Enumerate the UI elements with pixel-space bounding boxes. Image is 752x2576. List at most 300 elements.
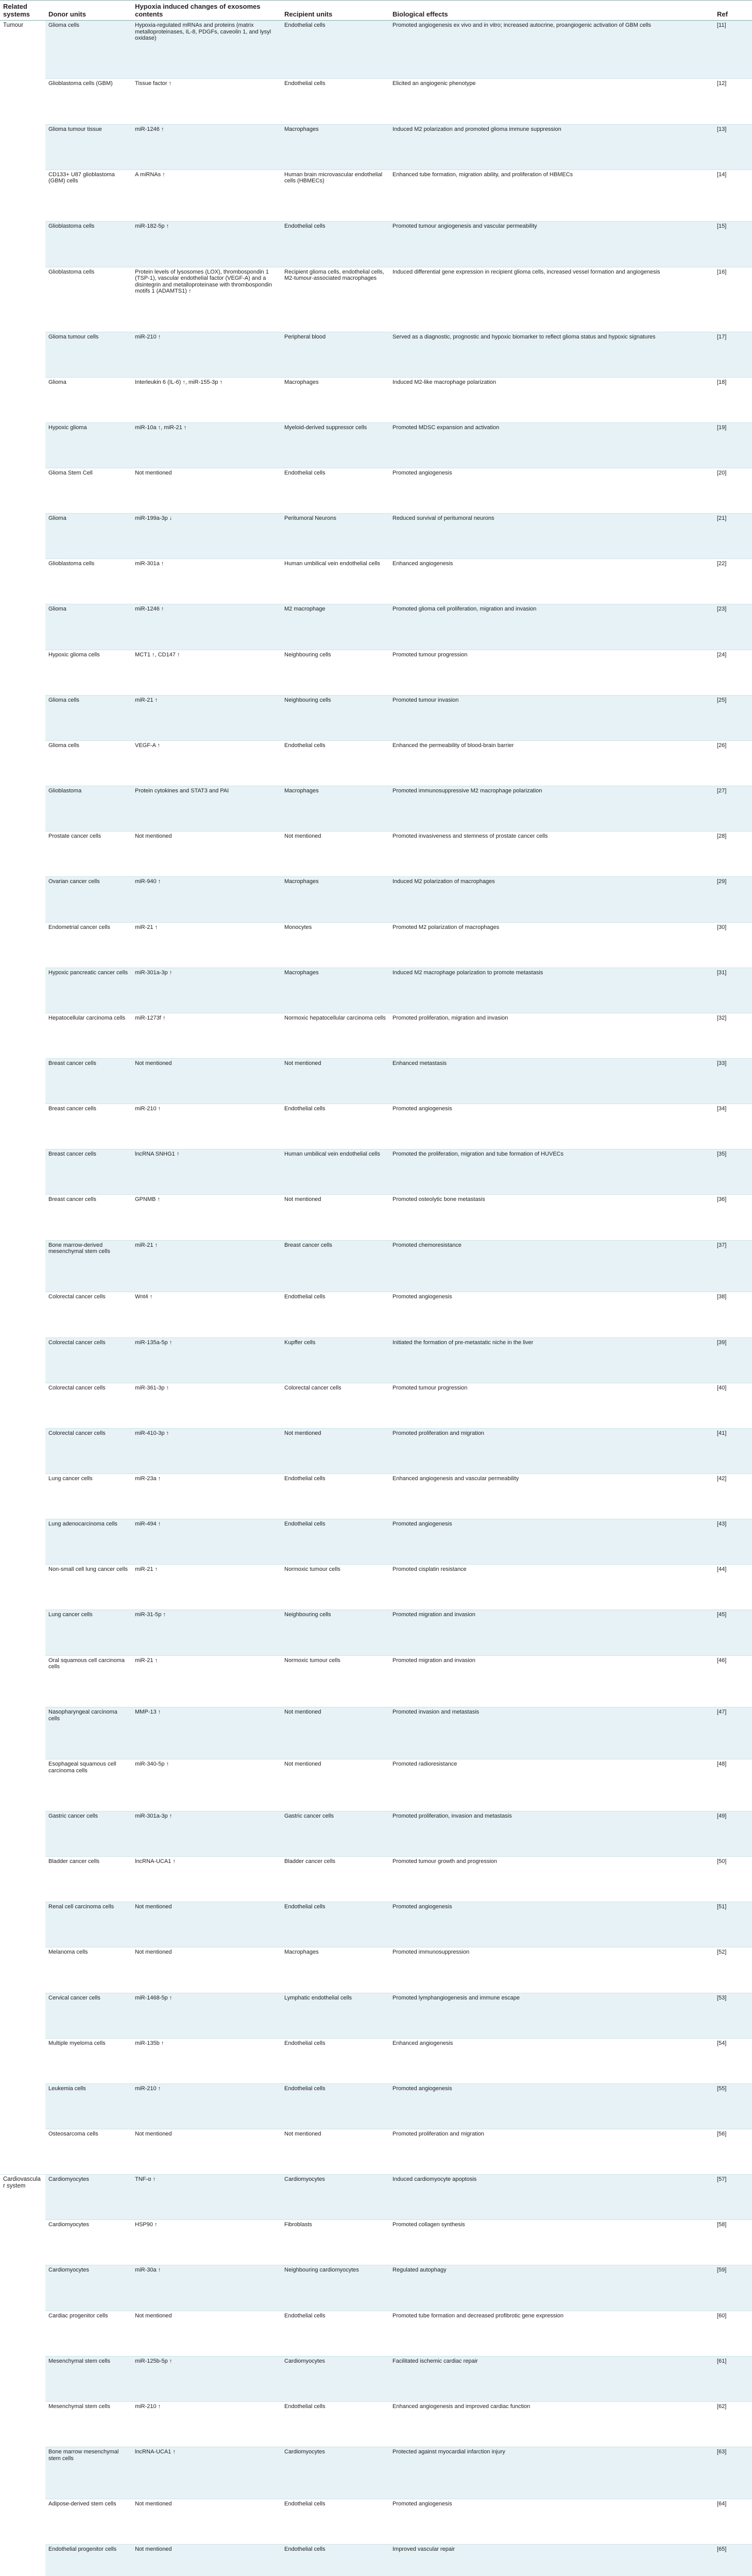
recipient-cell: M2 macrophage [281, 604, 389, 650]
recipient-cell: Not mentioned [281, 2129, 389, 2174]
donor-cell: Glioblastoma cells [45, 559, 132, 604]
changes-cell: Not mentioned [132, 468, 281, 513]
donor-cell: Breast cancer cells [45, 1059, 132, 1104]
effects-cell: Promoted MDSC expansion and activation [389, 422, 714, 468]
changes-cell: miR-940 ↑ [132, 877, 281, 922]
changes-cell: miR-21 ↑ [132, 1565, 281, 1610]
table-row [0, 2544, 752, 2576]
effects-cell: Promoted proliferation and migration [389, 1428, 714, 1473]
effects-cell: Promoted radioresistance [389, 1759, 714, 1811]
donor-cell: Renal cell carcinoma cells [45, 1902, 132, 1947]
changes-cell: Not mentioned [132, 2311, 281, 2356]
recipient-cell: Endothelial cells [281, 2401, 389, 2447]
recipient-cell: Endothelial cells [281, 2083, 389, 2129]
ref-cell: [25] [714, 695, 752, 740]
related-system-cell: Tumour [0, 21, 45, 2175]
recipient-cell: Endothelial cells [281, 2038, 389, 2083]
ref-cell: [16] [714, 267, 752, 332]
effects-cell: Promoted cisplatin resistance [389, 1565, 714, 1610]
changes-cell: Not mentioned [132, 1059, 281, 1104]
table-row [0, 222, 752, 267]
donor-cell: Cardiomyocytes [45, 2220, 132, 2265]
table-row [0, 2356, 752, 2401]
effects-cell: Enhanced angiogenesis [389, 2038, 714, 2083]
changes-cell: HSP90 ↑ [132, 2220, 281, 2265]
table-row [0, 1104, 752, 1149]
changes-cell: miR-31-5p ↑ [132, 1610, 281, 1655]
ref-cell: [61] [714, 2356, 752, 2401]
changes-cell: lncRNA-UCA1 ↑ [132, 2447, 281, 2499]
changes-cell: lncRNA-UCA1 ↑ [132, 1857, 281, 1902]
ref-cell: [34] [714, 1104, 752, 1149]
ref-cell: [23] [714, 604, 752, 650]
ref-cell: [32] [714, 1013, 752, 1058]
changes-cell: miR-125b-5p ↑ [132, 2356, 281, 2401]
table-row [0, 1655, 752, 1707]
donor-cell: Bone marrow-derived mesenchymal stem cells [45, 1240, 132, 1292]
table-row [0, 1519, 752, 1565]
changes-cell: Tissue factor ↑ [132, 79, 281, 124]
ref-cell: [30] [714, 922, 752, 968]
table-body [0, 21, 752, 2576]
donor-cell: Multiple myeloma cells [45, 2038, 132, 2083]
recipient-cell: Endothelial cells [281, 1902, 389, 1947]
table-row [0, 559, 752, 604]
donor-cell: Breast cancer cells [45, 1149, 132, 1195]
recipient-cell: Not mentioned [281, 1059, 389, 1104]
recipient-cell: Normoxic hepatocellular carcinoma cells [281, 1013, 389, 1058]
recipient-cell: Bladder cancer cells [281, 1857, 389, 1902]
changes-cell: miR-301a ↑ [132, 559, 281, 604]
effects-cell: Promoted tumour progression [389, 650, 714, 695]
ref-cell: [57] [714, 2175, 752, 2220]
effects-cell: Promoted angiogenesis [389, 1292, 714, 1337]
effects-cell: Promoted tumour growth and progression [389, 1857, 714, 1902]
donor-cell: Leukemia cells [45, 2083, 132, 2129]
table-row [0, 832, 752, 877]
header-ref: Ref [714, 1, 752, 21]
recipient-cell: Not mentioned [281, 1428, 389, 1473]
ref-cell: [54] [714, 2038, 752, 2083]
donor-cell: Endothelial progenitor cells [45, 2544, 132, 2576]
donor-cell: Hypoxic glioma [45, 422, 132, 468]
effects-cell: Reduced survival of peritumoral neurons [389, 514, 714, 559]
donor-cell: Nasopharyngeal carcinoma cells [45, 1707, 132, 1759]
header-donor-units: Donor units [45, 1, 132, 21]
donor-cell: Mesenchymal stem cells [45, 2401, 132, 2447]
recipient-cell: Human brain microvascular endothelial cells (HBMECs) [281, 170, 389, 222]
recipient-cell: Neighbouring cells [281, 1610, 389, 1655]
donor-cell: Lung cancer cells [45, 1610, 132, 1655]
changes-cell: Not mentioned [132, 1947, 281, 1993]
header-recipient-units: Recipient units [281, 1, 389, 21]
donor-cell: Glioma cells [45, 21, 132, 79]
effects-cell: Promoted invasion and metastasis [389, 1707, 714, 1759]
ref-cell: [19] [714, 422, 752, 468]
changes-cell: A miRNAs ↑ [132, 170, 281, 222]
effects-cell: Promoted angiogenesis [389, 468, 714, 513]
ref-cell: [15] [714, 222, 752, 267]
ref-cell: [11] [714, 21, 752, 79]
ref-cell: [12] [714, 79, 752, 124]
donor-cell: Glioblastoma [45, 786, 132, 832]
ref-cell: [41] [714, 1428, 752, 1473]
recipient-cell: Endothelial cells [281, 222, 389, 267]
changes-cell: miR-21 ↑ [132, 1240, 281, 1292]
donor-cell: Glioma tumour cells [45, 332, 132, 377]
table-row [0, 514, 752, 559]
changes-cell: Hypoxia-regulated mRNAs and proteins (matrix metalloproteinases, IL-8, PDGFs, caveolin 1, and lysyl oxidase) [132, 21, 281, 79]
recipient-cell: Endothelial cells [281, 1474, 389, 1519]
donor-cell: Cardiomyocytes [45, 2265, 132, 2311]
table-row [0, 2083, 752, 2129]
donor-cell: Glioma cells [45, 740, 132, 786]
table-row [0, 1565, 752, 1610]
changes-cell: TNF-α ↑ [132, 2175, 281, 2220]
donor-cell: Breast cancer cells [45, 1104, 132, 1149]
effects-cell: Promoted immunosuppressive M2 macrophage polarization [389, 786, 714, 832]
donor-cell: Glioblastoma cells (GBM) [45, 79, 132, 124]
donor-cell: Colorectal cancer cells [45, 1337, 132, 1383]
ref-cell: [52] [714, 1947, 752, 1993]
changes-cell: miR-1468-5p ↑ [132, 1993, 281, 2038]
changes-cell: miR-210 ↑ [132, 2083, 281, 2129]
ref-cell: [56] [714, 2129, 752, 2174]
ref-cell: [38] [714, 1292, 752, 1337]
recipient-cell: Cardiomyocytes [281, 2447, 389, 2499]
table-row [0, 2401, 752, 2447]
table-row [0, 1240, 752, 1292]
table-row [0, 170, 752, 222]
header-hypoxia-changes: Hypoxia induced changes of exosomes contents [132, 1, 281, 21]
changes-cell: miR-182-5p ↑ [132, 222, 281, 267]
table-row [0, 740, 752, 786]
recipient-cell: Macrophages [281, 1947, 389, 1993]
ref-cell: [22] [714, 559, 752, 604]
table-row [0, 1707, 752, 1759]
changes-cell: Protein cytokines and STAT3 and PAI [132, 786, 281, 832]
changes-cell: miR-135b ↑ [132, 2038, 281, 2083]
donor-cell: CD133+ U87 glioblastoma (GBM) cells [45, 170, 132, 222]
recipient-cell: Gastric cancer cells [281, 1811, 389, 1856]
related-system-cell: Cardiovascular system [0, 2175, 45, 2576]
effects-cell: Promoted chemoresistance [389, 1240, 714, 1292]
recipient-cell: Normoxic tumour cells [281, 1565, 389, 1610]
donor-cell: Glioblastoma cells [45, 267, 132, 332]
table-row [0, 1195, 752, 1240]
recipient-cell: Colorectal cancer cells [281, 1383, 389, 1428]
effects-cell: Promoted collagen synthesis [389, 2220, 714, 2265]
recipient-cell: Endothelial cells [281, 21, 389, 79]
changes-cell: Not mentioned [132, 1902, 281, 1947]
changes-cell: miR-23a ↑ [132, 1474, 281, 1519]
changes-cell: miR-210 ↑ [132, 332, 281, 377]
changes-cell: miR-1273f ↑ [132, 1013, 281, 1058]
ref-cell: [21] [714, 514, 752, 559]
changes-cell: miR-10a ↑, miR-21 ↑ [132, 422, 281, 468]
effects-cell: Promoted proliferation, invasion and metastasis [389, 1811, 714, 1856]
effects-cell: Induced M2 polarization of macrophages [389, 877, 714, 922]
recipient-cell: Endothelial cells [281, 468, 389, 513]
recipient-cell: Not mentioned [281, 832, 389, 877]
effects-cell: Induced M2-like macrophage polarization [389, 377, 714, 422]
changes-cell: miR-21 ↑ [132, 922, 281, 968]
recipient-cell: Cardiomyocytes [281, 2356, 389, 2401]
donor-cell: Bone marrow mesenchymal stem cells [45, 2447, 132, 2499]
changes-cell: Not mentioned [132, 2129, 281, 2174]
ref-cell: [47] [714, 1707, 752, 1759]
table-row [0, 124, 752, 170]
recipient-cell: Peripheral blood [281, 332, 389, 377]
ref-cell: [45] [714, 1610, 752, 1655]
changes-cell: miR-494 ↑ [132, 1519, 281, 1565]
ref-cell: [44] [714, 1565, 752, 1610]
donor-cell: Adipose-derived stem cells [45, 2499, 132, 2544]
ref-cell: [17] [714, 332, 752, 377]
recipient-cell: Peritumoral Neurons [281, 514, 389, 559]
donor-cell: Gastric cancer cells [45, 1811, 132, 1856]
effects-cell: Promoted migration and invasion [389, 1610, 714, 1655]
changes-cell: miR-301a-3p ↑ [132, 1811, 281, 1856]
ref-cell: [33] [714, 1059, 752, 1104]
table-row [0, 2220, 752, 2265]
recipient-cell: Macrophages [281, 377, 389, 422]
effects-cell: Promoted angiogenesis ex vivo and in vitro; increased autocrine, proangiogenic activation of GBM cells [389, 21, 714, 79]
effects-cell: Promoted angiogenesis [389, 1902, 714, 1947]
changes-cell: Wnt4 ↑ [132, 1292, 281, 1337]
donor-cell: Cardiac progenitor cells [45, 2311, 132, 2356]
ref-cell: [39] [714, 1337, 752, 1383]
effects-cell: Promoted invasiveness and stemness of prostate cancer cells [389, 832, 714, 877]
donor-cell: Glioma cells [45, 695, 132, 740]
effects-cell: Promoted immunosuppression [389, 1947, 714, 1993]
effects-cell: Induced cardiomyocyte apoptosis [389, 2175, 714, 2220]
table-row [0, 1383, 752, 1428]
ref-cell: [63] [714, 2447, 752, 2499]
recipient-cell: Macrophages [281, 124, 389, 170]
effects-cell: Promoted glioma cell proliferation, migration and invasion [389, 604, 714, 650]
changes-cell: miR-340-5p ↑ [132, 1759, 281, 1811]
table-row [0, 332, 752, 377]
effects-cell: Promoted lymphangiogenesis and immune escape [389, 1993, 714, 2038]
donor-cell: Glioblastoma cells [45, 222, 132, 267]
ref-cell: [28] [714, 832, 752, 877]
donor-cell: Glioma [45, 377, 132, 422]
ref-cell: [49] [714, 1811, 752, 1856]
recipient-cell: Macrophages [281, 877, 389, 922]
recipient-cell: Neighbouring cells [281, 650, 389, 695]
ref-cell: [51] [714, 1902, 752, 1947]
changes-cell: Protein levels of lysosomes (LOX), thrombospondin 1 (TSP-1), vascular endothelial factor (VEGF-A) and a disintegrin and metalloproteinase with thrombospondin motifs 1 (ADAMTS1) ↑ [132, 267, 281, 332]
ref-cell: [13] [714, 124, 752, 170]
effects-cell: Improved vascular repair [389, 2544, 714, 2576]
ref-cell: [46] [714, 1655, 752, 1707]
changes-cell: miR-210 ↑ [132, 2401, 281, 2447]
ref-cell: [29] [714, 877, 752, 922]
donor-cell: Lung cancer cells [45, 1474, 132, 1519]
recipient-cell: Normoxic tumour cells [281, 1655, 389, 1707]
ref-cell: [42] [714, 1474, 752, 1519]
recipient-cell: Lymphatic endothelial cells [281, 1993, 389, 2038]
donor-cell: Melanoma cells [45, 1947, 132, 1993]
changes-cell: miR-1246 ↑ [132, 604, 281, 650]
table-row [0, 1947, 752, 1993]
table-row [0, 1059, 752, 1104]
changes-cell: MMP-13 ↑ [132, 1707, 281, 1759]
changes-cell: miR-410-3p ↑ [132, 1428, 281, 1473]
ref-cell: [62] [714, 2401, 752, 2447]
ref-cell: [14] [714, 170, 752, 222]
recipient-cell: Myeloid-derived suppressor cells [281, 422, 389, 468]
table-row [0, 968, 752, 1013]
ref-cell: [55] [714, 2083, 752, 2129]
recipient-cell: Endothelial cells [281, 1292, 389, 1337]
effects-cell: Promoted tumour angiogenesis and vascular permeability [389, 222, 714, 267]
table-row [0, 1811, 752, 1856]
recipient-cell: Kupffer cells [281, 1337, 389, 1383]
effects-cell: Induced M2 polarization and promoted glioma immune suppression [389, 124, 714, 170]
changes-cell: Interleukin 6 (IL-6) ↑, miR-155-3p ↑ [132, 377, 281, 422]
effects-cell: Promoted proliferation, migration and invasion [389, 1013, 714, 1058]
effects-cell: Promoted angiogenesis [389, 2083, 714, 2129]
table-row [0, 1428, 752, 1473]
effects-cell: Enhanced angiogenesis and improved cardiac function [389, 2401, 714, 2447]
table-row [0, 267, 752, 332]
donor-cell: Cervical cancer cells [45, 1993, 132, 2038]
recipient-cell: Fibroblasts [281, 2220, 389, 2265]
recipient-cell: Monocytes [281, 922, 389, 968]
ref-cell: [26] [714, 740, 752, 786]
ref-cell: [64] [714, 2499, 752, 2544]
donor-cell: Hypoxic glioma cells [45, 650, 132, 695]
effects-cell: Enhanced metastasis [389, 1059, 714, 1104]
recipient-cell: Endothelial cells [281, 79, 389, 124]
effects-cell: Promoted M2 polarization of macrophages [389, 922, 714, 968]
ref-cell: [59] [714, 2265, 752, 2311]
ref-cell: [24] [714, 650, 752, 695]
table-row [0, 1857, 752, 1902]
effects-cell: Enhanced angiogenesis and vascular permeability [389, 1474, 714, 1519]
table-row [0, 2129, 752, 2174]
effects-cell: Induced differential gene expression in recipient glioma cells, increased vessel formation and angiogenesis [389, 267, 714, 332]
table-row [0, 1149, 752, 1195]
recipient-cell: Recipient glioma cells, endothelial cells, M2-tumour-associated macrophages [281, 267, 389, 332]
table-row [0, 468, 752, 513]
effects-cell: Facilitated ischemic cardiac repair [389, 2356, 714, 2401]
table-row [0, 79, 752, 124]
effects-cell: Promoted angiogenesis [389, 1104, 714, 1149]
table-row [0, 2175, 752, 2220]
effects-cell: Promoted the proliferation, migration and tube formation of HUVECs [389, 1149, 714, 1195]
changes-cell: miR-1246 ↑ [132, 124, 281, 170]
table-row [0, 786, 752, 832]
effects-cell: Promoted osteolytic bone metastasis [389, 1195, 714, 1240]
donor-cell: Osteosarcoma cells [45, 2129, 132, 2174]
table-row [0, 2265, 752, 2311]
header-related-systems: Related systems [0, 1, 45, 21]
ref-cell: [20] [714, 468, 752, 513]
table-row [0, 1902, 752, 1947]
recipient-cell: Breast cancer cells [281, 1240, 389, 1292]
donor-cell: Prostate cancer cells [45, 832, 132, 877]
changes-cell: miR-361-3p ↑ [132, 1383, 281, 1428]
donor-cell: Hypoxic pancreatic cancer cells [45, 968, 132, 1013]
changes-cell: miR-210 ↑ [132, 1104, 281, 1149]
recipient-cell: Endothelial cells [281, 2544, 389, 2576]
recipient-cell: Macrophages [281, 968, 389, 1013]
table-row [0, 377, 752, 422]
ref-cell: [27] [714, 786, 752, 832]
recipient-cell: Human umbilical vein endothelial cells [281, 559, 389, 604]
table-row [0, 1013, 752, 1058]
ref-cell: [31] [714, 968, 752, 1013]
effects-cell: Protected against myocardial infarction injury [389, 2447, 714, 2499]
effects-cell: Enhanced angiogenesis [389, 559, 714, 604]
recipient-cell: Not mentioned [281, 1195, 389, 1240]
effects-cell: Initiated the formation of pre-metastatic niche in the liver [389, 1337, 714, 1383]
table-row [0, 1759, 752, 1811]
donor-cell: Colorectal cancer cells [45, 1292, 132, 1337]
ref-cell: [53] [714, 1993, 752, 2038]
recipient-cell: Endothelial cells [281, 1519, 389, 1565]
changes-cell: miR-135a-5p ↑ [132, 1337, 281, 1383]
table-row [0, 1292, 752, 1337]
table-row [0, 695, 752, 740]
recipient-cell: Neighbouring cells [281, 695, 389, 740]
ref-cell: [58] [714, 2220, 752, 2265]
donor-cell: Glioma Stem Cell [45, 468, 132, 513]
donor-cell: Mesenchymal stem cells [45, 2356, 132, 2401]
donor-cell: Endometrial cancer cells [45, 922, 132, 968]
effects-cell: Elicited an angiogenic phenotype [389, 79, 714, 124]
effects-cell: Enhanced tube formation, migration ability, and proliferation of HBMECs [389, 170, 714, 222]
ref-cell: [36] [714, 1195, 752, 1240]
changes-cell: miR-301a-3p ↑ [132, 968, 281, 1013]
table-row [0, 1993, 752, 2038]
recipient-cell: Not mentioned [281, 1759, 389, 1811]
ref-cell: [60] [714, 2311, 752, 2356]
recipient-cell: Endothelial cells [281, 1104, 389, 1149]
changes-cell: miR-21 ↑ [132, 1655, 281, 1707]
table-row [0, 2447, 752, 2499]
table-row [0, 877, 752, 922]
recipient-cell: Not mentioned [281, 1707, 389, 1759]
recipient-cell: Human umbilical vein endothelial cells [281, 1149, 389, 1195]
changes-cell: miR-21 ↑ [132, 695, 281, 740]
ref-cell: [65] [714, 2544, 752, 2576]
recipient-cell: Macrophages [281, 786, 389, 832]
table-row [0, 2311, 752, 2356]
effects-cell: Served as a diagnostic, prognostic and hypoxic biomarker to reflect glioma status and hypoxic signatures [389, 332, 714, 377]
header-biological-effects: Biological effects [389, 1, 714, 21]
effects-cell: Promoted migration and invasion [389, 1655, 714, 1707]
donor-cell: Colorectal cancer cells [45, 1428, 132, 1473]
effects-cell: Promoted angiogenesis [389, 2499, 714, 2544]
effects-cell: Regulated autophagy [389, 2265, 714, 2311]
table-row [0, 1610, 752, 1655]
donor-cell: Non-small cell lung cancer cells [45, 1565, 132, 1610]
table-row [0, 2038, 752, 2083]
changes-cell: miR-30a ↑ [132, 2265, 281, 2311]
donor-cell: Colorectal cancer cells [45, 1383, 132, 1428]
changes-cell: lncRNA SNHG1 ↑ [132, 1149, 281, 1195]
ref-cell: [18] [714, 377, 752, 422]
ref-cell: [50] [714, 1857, 752, 1902]
recipient-cell: Endothelial cells [281, 2311, 389, 2356]
donor-cell: Ovarian cancer cells [45, 877, 132, 922]
effects-cell: Induced M2 macrophage polarization to promote metastasis [389, 968, 714, 1013]
donor-cell: Bladder cancer cells [45, 1857, 132, 1902]
